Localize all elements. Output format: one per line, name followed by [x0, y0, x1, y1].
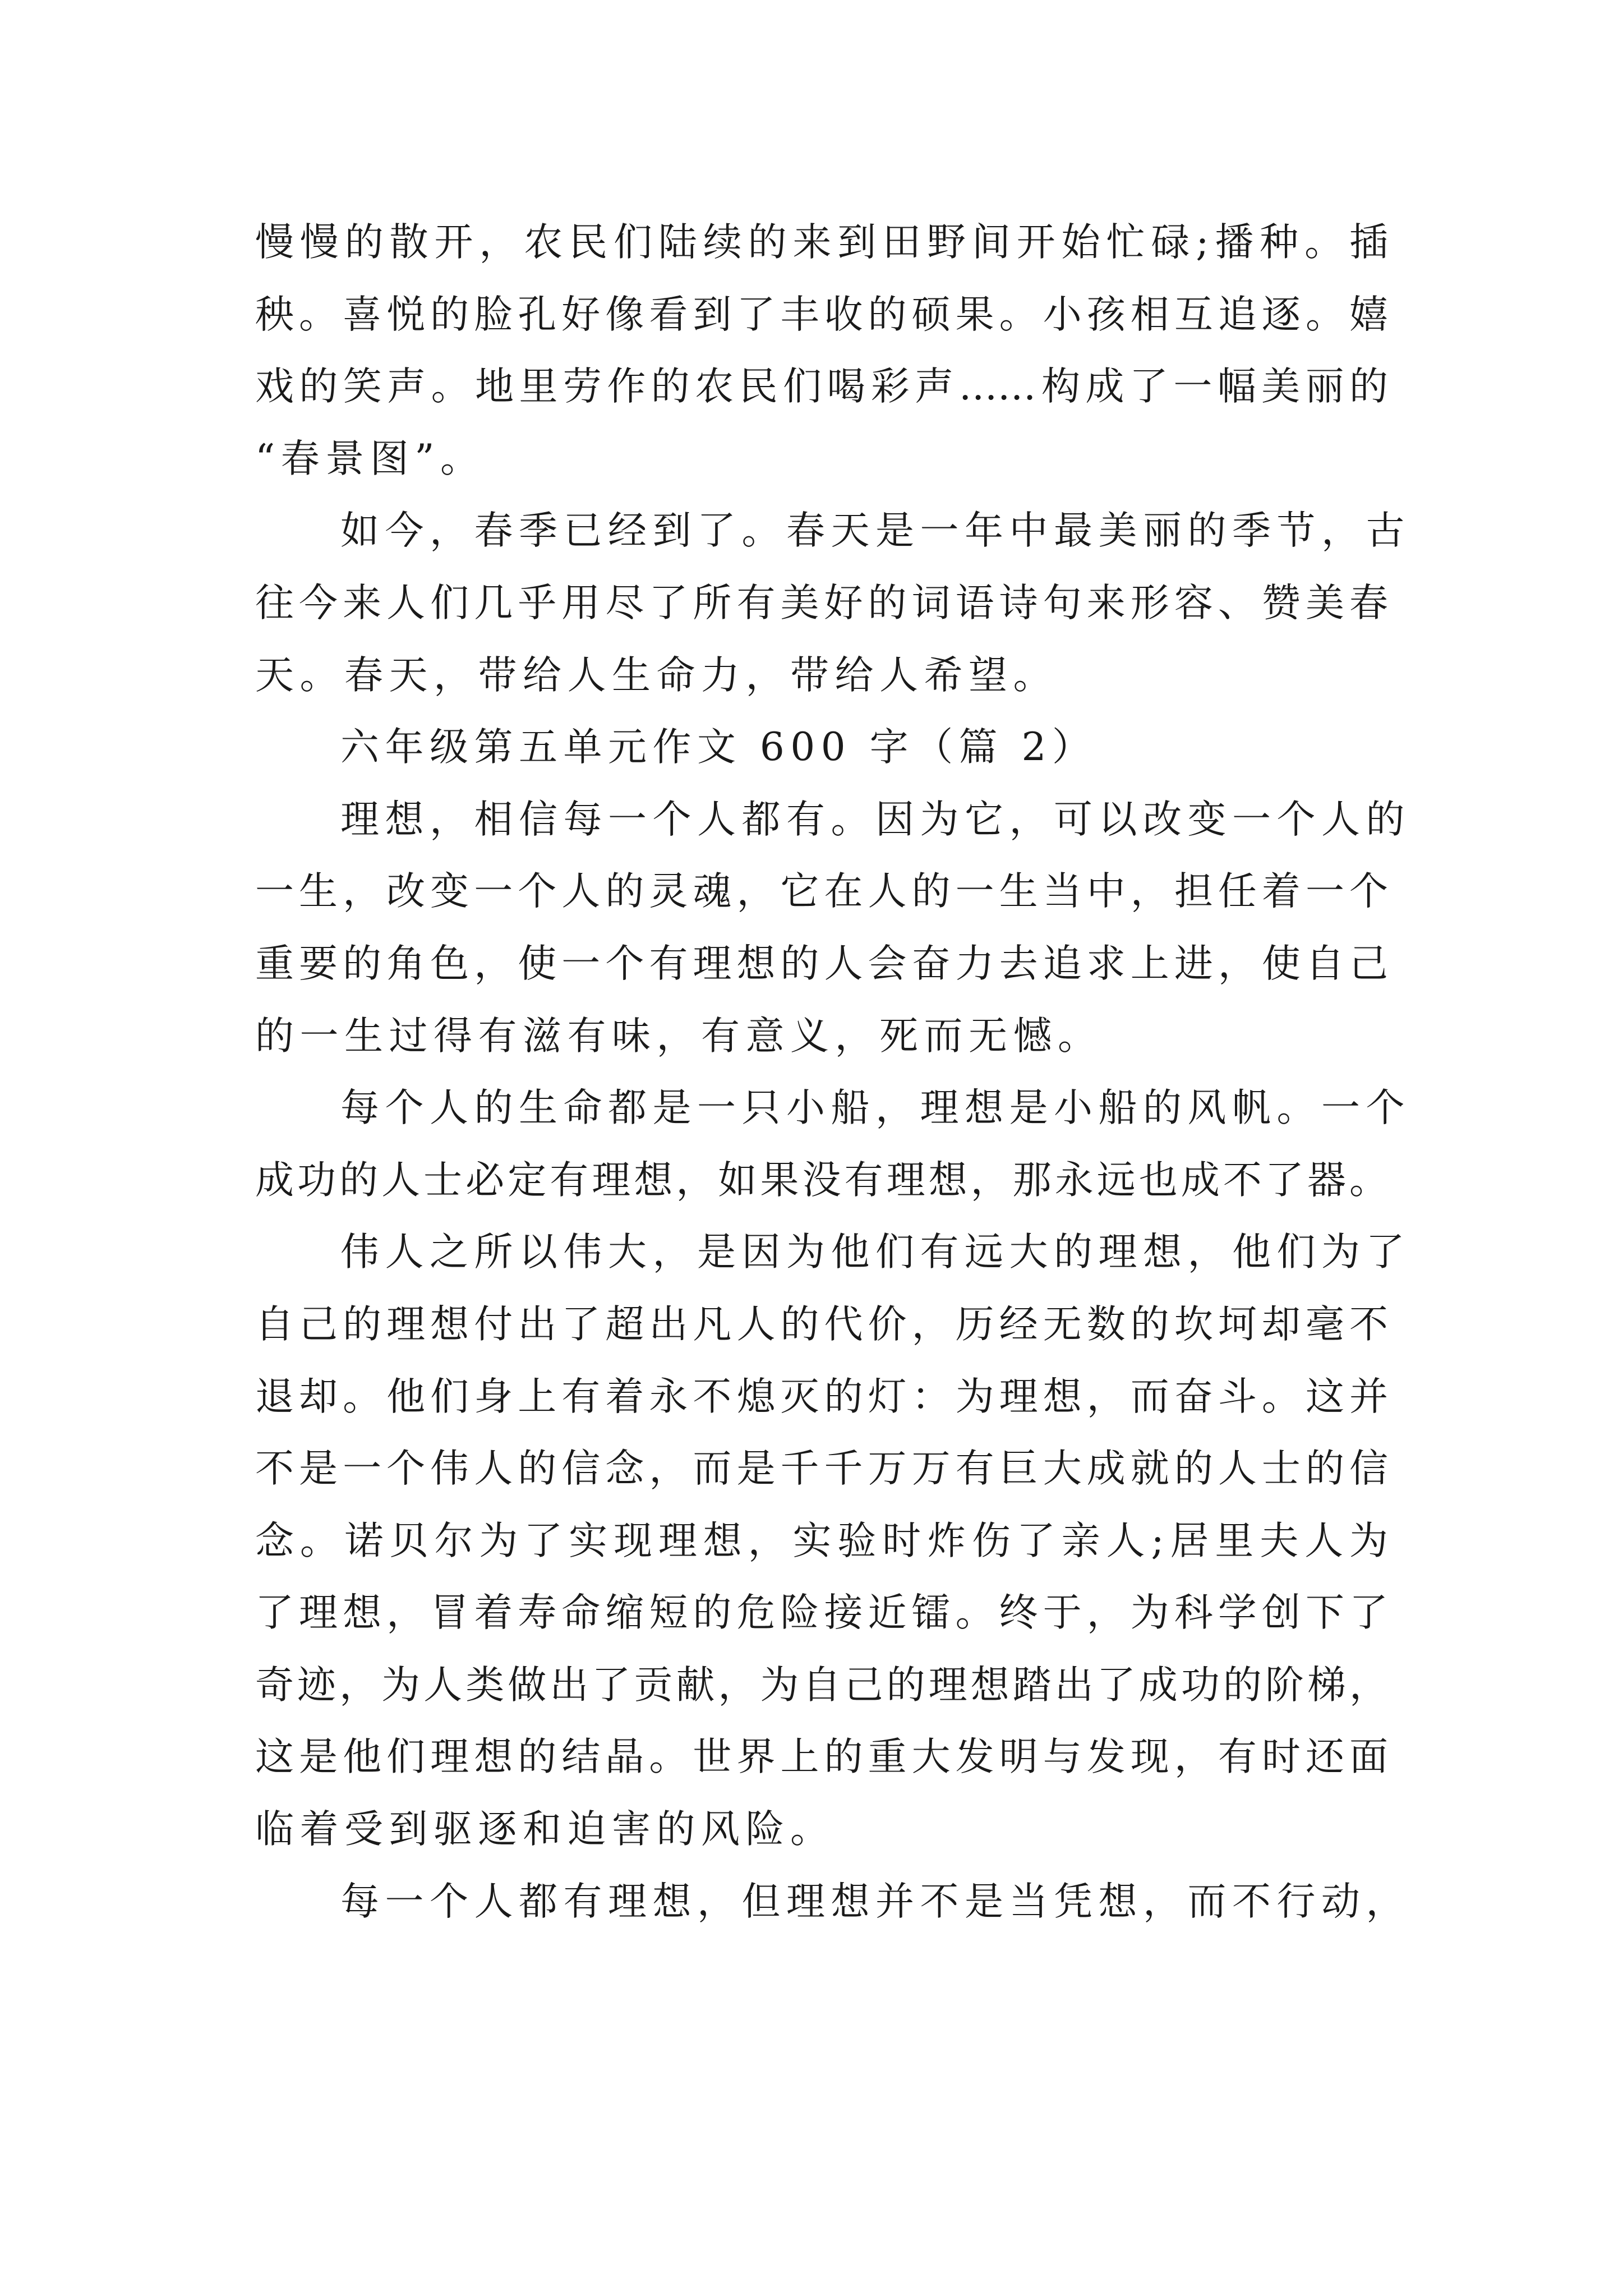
- text-line: 念。诺贝尔为了实现理想，实验时炸伤了亲人;居里夫人为: [255, 1518, 1388, 1563]
- text-line: 理想，相信每一个人都有。因为它，可以改变一个人的: [340, 797, 1410, 842]
- text-line: 戏的笑声。地里劳作的农民们喝彩声……构成了一幅美丽的: [255, 364, 1388, 409]
- text-line: 不是一个伟人的信念，而是千千万万有巨大成就的人士的信: [255, 1446, 1388, 1492]
- text-line: 如今，春季已经到了。春天是一年中最美丽的季节，古: [340, 508, 1410, 554]
- document-body: [255, 206, 1410, 1938]
- section-heading: 六年级第五单元作文 600 字（篇 2）: [340, 725, 1097, 770]
- text-line: 重要的角色，使一个有理想的人会奋力去追求上进，使自己: [255, 941, 1388, 986]
- text-line: 往今来人们几乎用尽了所有美好的词语诗句来形容、赞美春: [255, 580, 1388, 625]
- text-line: 奇迹，为人类做出了贡献，为自己的理想踏出了成功的阶梯，: [255, 1662, 1388, 1708]
- text-line: 退却。他们身上有着永不熄灭的灯：为理想，而奋斗。这并: [255, 1374, 1388, 1419]
- text-line: 秧。喜悦的脸孔好像看到了丰收的硕果。小孩相互追逐。嬉: [255, 292, 1388, 337]
- text-line: “春景图”。: [255, 436, 485, 481]
- text-line: 的一生过得有滋有味，有意义，死而无憾。: [255, 1013, 1103, 1059]
- text-line: 慢慢的散开，农民们陆续的来到田野间开始忙碌;播种。插: [255, 220, 1388, 265]
- text-line: 伟人之所以伟大，是因为他们有远大的理想，他们为了: [340, 1230, 1410, 1275]
- text-line: 每一个人都有理想，但理想并不是当凭想，而不行动，: [340, 1879, 1410, 1924]
- text-line: 每个人的生命都是一只小船，理想是小船的风帆。一个: [340, 1085, 1410, 1131]
- text-line: 临着受到驱逐和迫害的风险。: [255, 1807, 835, 1852]
- text-line: 这是他们理想的结晶。世界上的重大发明与发现，有时还面: [255, 1734, 1388, 1780]
- text-line: 一生，改变一个人的灵魂，它在人的一生当中，担任着一个: [255, 869, 1388, 914]
- text-line: 天。春天，带给人生命力，带给人希望。: [255, 652, 1058, 698]
- text-line: 了理想，冒着寿命缩短的危险接近镭。终于，为科学创下了: [255, 1590, 1388, 1636]
- text-line: 成功的人士必定有理想，如果没有理想，那永远也成不了器。: [255, 1157, 1388, 1203]
- text-line: 自己的理想付出了超出凡人的代价，历经无数的坎坷却毫不: [255, 1301, 1388, 1347]
